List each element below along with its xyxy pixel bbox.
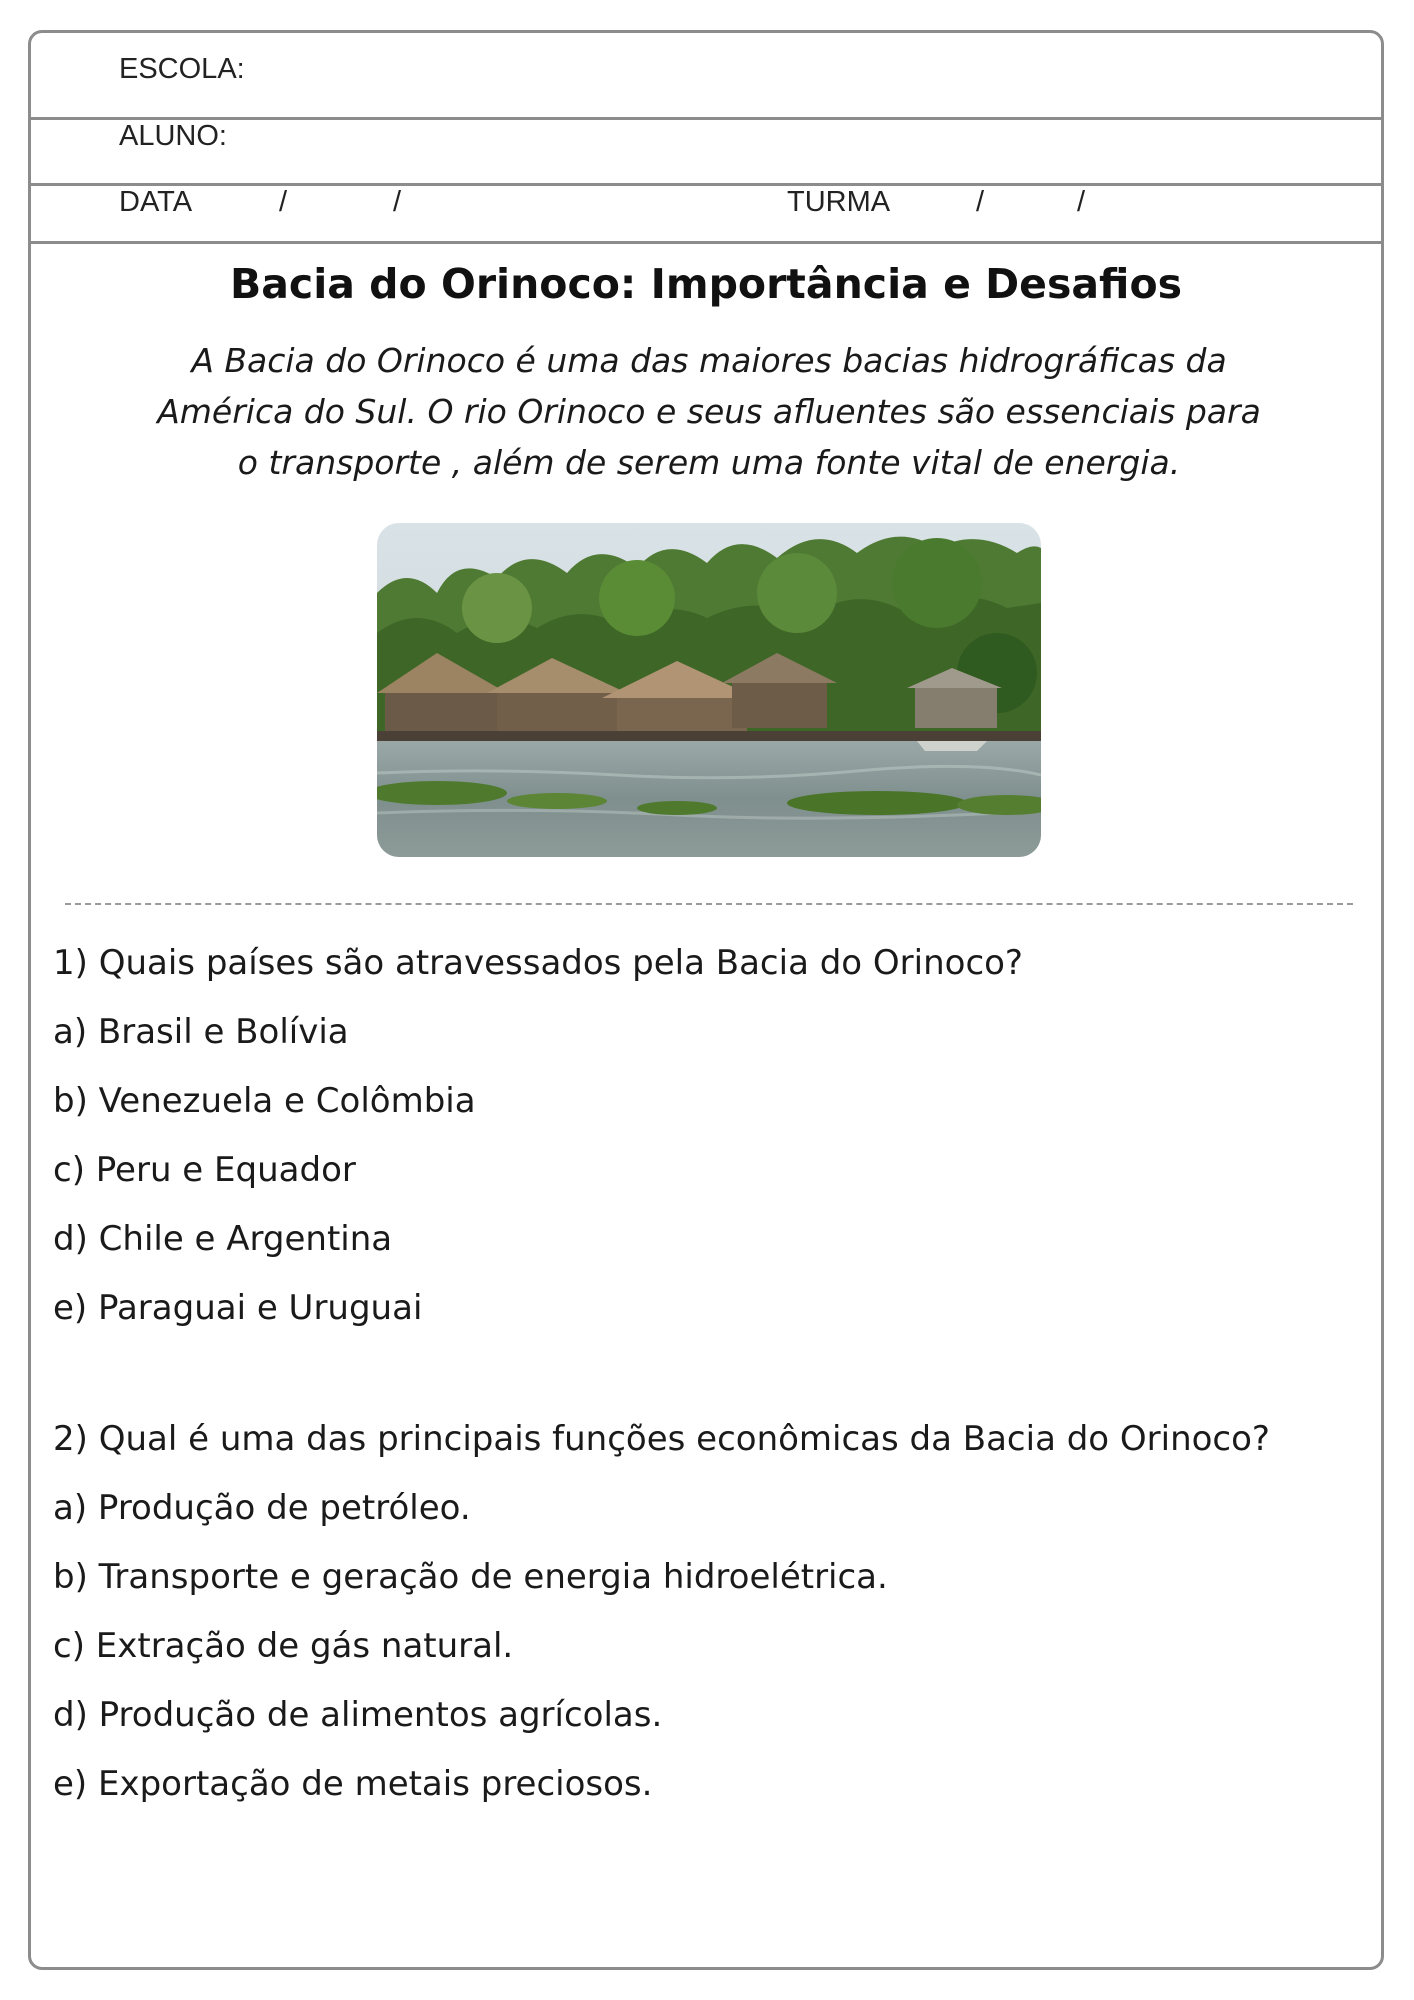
- question-2-text: 2) Qual é uma das principais funções econômicas da Bacia do Orinoco?: [53, 1419, 1270, 1459]
- date-label: DATA: [119, 186, 193, 218]
- question-1-option-d: d) Chile e Argentina: [53, 1219, 393, 1259]
- question-1-option-c: c) Peru e Equador: [53, 1150, 356, 1190]
- divider: [31, 241, 1381, 244]
- question-1-option-a: a) Brasil e Bolívia: [53, 1012, 349, 1052]
- class-slash: /: [976, 186, 985, 218]
- question-2-option-b: b) Transporte e geração de energia hidroelétrica.: [53, 1557, 888, 1597]
- page-title: Bacia do Orinoco: Importância e Desafios: [229, 260, 1183, 308]
- class-label: TURMA: [787, 186, 891, 218]
- date-slash: /: [393, 186, 402, 218]
- student-row: [31, 100, 1381, 166]
- dashed-divider: [65, 903, 1353, 905]
- question-1-option-e: e) Paraguai e Uruguai: [53, 1288, 423, 1328]
- question-2-option-e: e) Exportação de metais preciosos.: [53, 1764, 653, 1804]
- date-class-row: [31, 166, 1381, 232]
- class-slash: /: [1077, 186, 1086, 218]
- worksheet: [28, 30, 1384, 1970]
- school-label: ESCOLA:: [119, 53, 245, 85]
- intro-paragraph: A Bacia do Orinoco é uma das maiores bacias hidrográficas da América do Sul. O rio Orinoco e seus afluentes são essenciais para o transporte , além de serem uma fonte vital de energia.: [157, 341, 1261, 482]
- question-2-option-d: d) Produção de alimentos agrícolas.: [53, 1695, 663, 1735]
- question-2-option-c: c) Extração de gás natural.: [53, 1626, 514, 1666]
- question-1-option-b: b) Venezuela e Colômbia: [53, 1081, 476, 1121]
- student-label: ALUNO:: [119, 120, 227, 152]
- school-row: [31, 33, 1381, 99]
- date-slash: /: [279, 186, 288, 218]
- question-2-option-a: a) Produção de petróleo.: [53, 1488, 471, 1528]
- question-1-text: 1) Quais países são atravessados pela Bacia do Orinoco?: [53, 943, 1023, 983]
- river-village-photo: [377, 523, 1041, 857]
